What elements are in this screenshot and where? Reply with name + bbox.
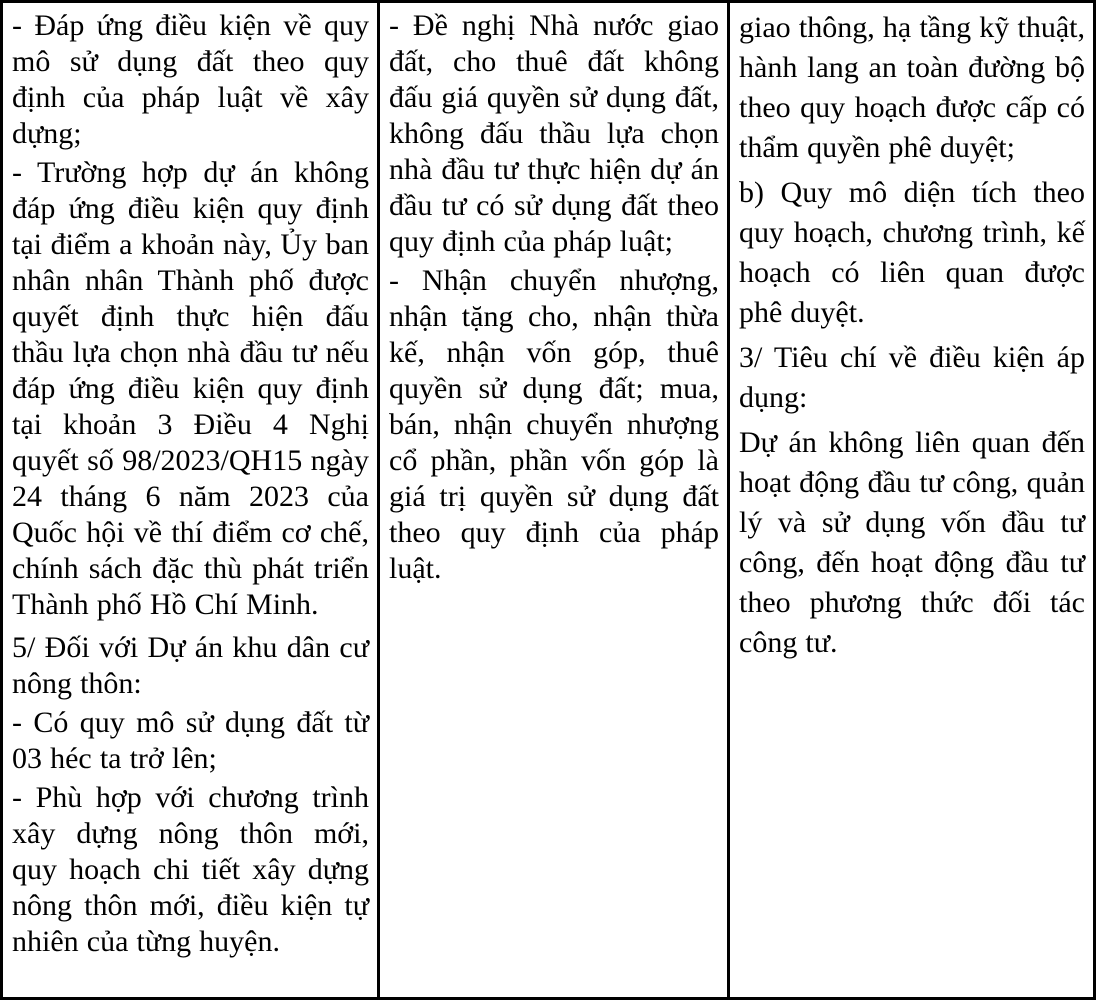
- paragraph: - Nhận chuyển nhượng, nhận tặng cho, nhận thừa kế, nhận vốn góp, thuê quyền sử dụng đất; mua, bán, nhận chuyển nhượng cổ phần, phần vốn góp là giá trị quyền sử dụng đất theo quy định của pháp luật.: [389, 264, 719, 585]
- table-cell-middle: [380, 3, 730, 997]
- paragraph: - Trường hợp dự án không đáp ứng điều kiện quy định tại điểm a khoản này, Ủy ban nhân nhân Thành phố được quyết định thực hiện đấu thầu lựa chọn nhà đầu tư nếu đáp ứng điều kiện quy định tại khoản 3 Điều 4 Nghị quyết số 98/2023/QH15 ngày 24 tháng 6 năm 2023 của Quốc hội về thí điểm cơ chế, chính sách đặc thù phát triển Thành phố Hồ Chí Minh.: [12, 156, 369, 621]
- paragraph: 3/ Tiêu chí về điều kiện áp dụng:: [739, 341, 1085, 414]
- paragraph: 5/ Đối với Dự án khu dân cư nông thôn:: [12, 631, 369, 700]
- paragraph: - Đáp ứng điều kiện về quy mô sử dụng đất theo quy định của pháp luật về xây dựng;: [12, 9, 369, 150]
- paragraph: - Đề nghị Nhà nước giao đất, cho thuê đất không đấu giá quyền sử dụng đất, không đấu thầu lựa chọn nhà đầu tư thực hiện dự án đầu tư có sử dụng đất theo quy định của pháp luật;: [389, 9, 719, 258]
- table-cell-right: [730, 3, 1093, 997]
- paragraph: b) Quy mô diện tích theo quy hoạch, chương trình, kế hoạch có liên quan được phê duyệt.: [739, 176, 1085, 329]
- paragraph: Dự án không liên quan đến hoạt động đầu tư công, quản lý và sử dụng vốn đầu tư công, đến hoạt động đầu tư theo phương thức đối tác công tư.: [739, 426, 1085, 659]
- paragraph: giao thông, hạ tầng kỹ thuật, hành lang an toàn đường bộ theo quy hoạch được cấp có thẩm quyền phê duyệt;: [739, 11, 1085, 164]
- paragraph: - Phù hợp với chương trình xây dựng nông thôn mới, quy hoạch chi tiết xây dựng nông thôn mới, điều kiện tự nhiên của từng huyện.: [12, 781, 369, 958]
- paragraph: - Có quy mô sử dụng đất từ 03 héc ta trở lên;: [12, 706, 369, 775]
- table-cell-left: [3, 3, 380, 997]
